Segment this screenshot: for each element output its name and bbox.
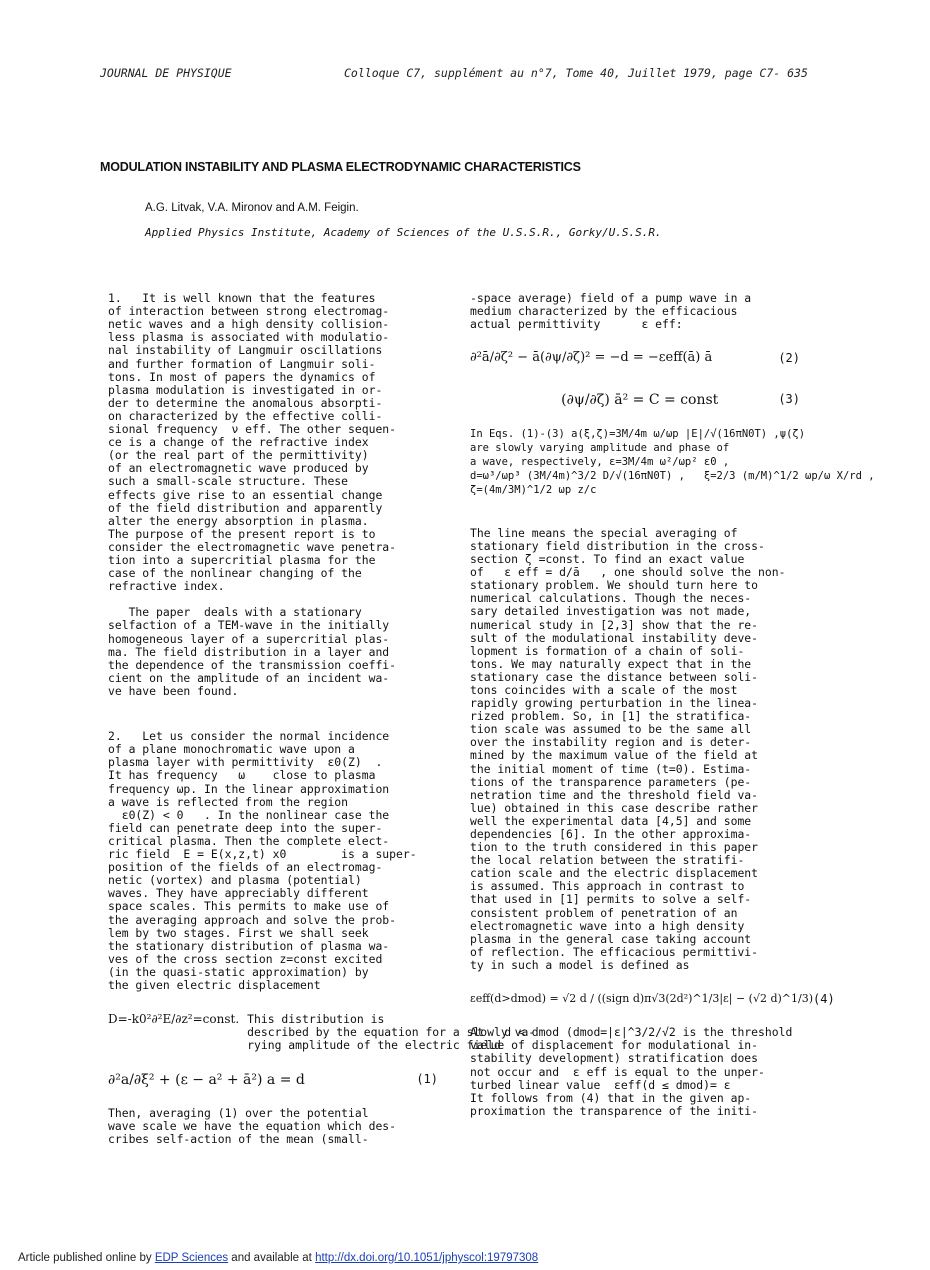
paragraph-paper-scope: The paper deals with a stationary selfaction of a TEM-wave in the initially homogeneous layer of a supercritial plas- ma. The field distribution in a layer and the dependence of the transmission coeffi- cient on the amplitude of an incident wa- ve have been found. bbox=[108, 605, 397, 698]
paper-affiliation: Applied Physics Institute, Academy of Sciences of the U.S.S.R., Gorky/U.S.S.R. bbox=[145, 226, 662, 239]
equation-3-body: (∂ψ/∂ζ) ā² = C = const bbox=[561, 391, 719, 408]
footer-prefix: Article published online by bbox=[18, 1252, 155, 1264]
journal-name: JOURNAL DE PHYSIQUE bbox=[100, 66, 232, 80]
equation-2 bbox=[470, 348, 800, 368]
publication-footer bbox=[18, 1252, 538, 1264]
paragraph-pump-wave: -space average) field of a pump wave in a medium characterized by the efficacious actual permittivity ε eff: bbox=[470, 291, 752, 332]
equation-1-number: (1) bbox=[416, 1071, 438, 1086]
paragraph-definitions: In Eqs. (1)-(3) a(ξ,ζ)=3M/4m ω/ωp |E|/√(16πN0T) ,ψ(ζ) are slowly varying amplitude and phase of a wave, respectively, ε=3M/4m ω²/ωp² ε0 , d=ω³/ωp³ (3M/4m)^3/2 D/√(16πN0T) , ξ=2/3 (m/M)^1/2 ωp/ω X/rd , ζ=(4m/3M)^1/2 ωp z/c bbox=[470, 427, 875, 496]
equation-1 bbox=[108, 1070, 438, 1090]
publisher-link[interactable]: EDP Sciences bbox=[154, 1252, 229, 1264]
equation-2-number: (2) bbox=[778, 350, 800, 365]
equation-1-body: ∂²a/∂ξ² + (ε − a² + ā²) a = d bbox=[108, 1071, 305, 1088]
equation-4-body: εeff(d>dmod) = √2 d / ((sign d)π√3(2d²)^1/3|ε| − (√2 d)^1/3) bbox=[470, 992, 814, 1006]
paragraph-displacement-desc: This distribution is described by the equation for a slowly va- rying amplitude of the electric field bbox=[247, 1012, 536, 1053]
colloque-reference: Colloque C7, supplément au n°7, Tome 40, Juillet 1979, page C7- 635 bbox=[344, 66, 808, 80]
equation-4-number: (4) bbox=[813, 991, 835, 1006]
doi-link[interactable]: http://dx.doi.org/10.1051/jphyscol:19797308 bbox=[315, 1252, 539, 1264]
right-column bbox=[470, 279, 875, 1131]
equation-4 bbox=[470, 989, 835, 1009]
footer-middle: and available at bbox=[228, 1252, 316, 1264]
paragraph-intro: 1. It is well known that the features of interaction between strong electromag- netic waves and a high density collision- less plasma is associated with modulatio- nal instability of Langmuir oscillations and further formation of Langmuir soli- tons. In most of papers the dynamics of plasma modulation is investigated in or- der to determine the anomalous absorpti- on characterized by the effective colli- sional frequency ν eff. The other sequen- ce is a change of the refractive index (or the real part of the permittivity) of an electromagnetic wave produced by such a small-scale structure. These effects give rise to an essential change of the field distribution and apparently alter the energy absorption in plasma. The purpose of the present report is to consider the electromagnetic wave penetra- tion into a supercritial plasma for the case of the nonlinear changing of the refractive index. bbox=[108, 291, 397, 594]
equation-2-body: ∂²ā/∂ζ² − ā(∂ψ/∂ζ)² = −d = −εeff(ā) ā bbox=[470, 350, 713, 366]
paragraph-averaging-discussion: The line means the special averaging of stationary field distribution in the cross- section ζ =const. To find an exact value of ε eff = d/ā , one should solve the non- stationary problem. We should turn here to numerical calculations. Though the neces- sary detailed investigation was not made, numerical study in [2,3] show that the re- sult of the modulational instability deve- lopment is formation of a chain of soli- tons. We may naturally expect that in the stationary case the distance between soli- tons coincides with a scale of the most rapidly growing perturbation in the linea- rized problem. So, in [1] the stratifica- tion scale was assumed to be the same all over the instability region and is deter- mined by the maximum value of the field at the initial moment of time (t=0). Estima- tions of the transparence parameters (pe- netration time and the threshold field va- lue) obtained in this case describe rather well the experimental data [4,5] and some dependencies [6]. In the other approxima- tion to the truth considered in this paper the local relation between the stratifi- cation scale and the electric displacement is assumed. This approach in contrast to that used in [1] permits to solve a self- consistent problem of penetration of an electromagnetic wave into a high density plasma in the general case taking account of reflection. The efficacious permittivi- ty in such a model is defined as bbox=[470, 525, 786, 972]
paragraph-section-2: 2. Let us consider the normal incidence of a plane monochromatic wave upon a plasma layer with permittivity ε0(Z) . It has frequency ω close to plasma frequency ωp. In the linear approximation a wave is reflected from the region ε0(Z) < 0 . In the nonlinear case the field can penetrate deep into the super- critical plasma. Then the complete elect- ric field E = E(x,z,t) x0 is a super- position of the fields of an electromag- netic (vortex) and plasma (potential) waves. They have appreciably different space scales. This permits to make use of the averaging approach and solve the prob- lem by two stages. First we shall seek the stationary distribution of plasma wa- ves of the cross section z=const excited (in the quasi-static approximation) by the given electric displacement bbox=[108, 729, 417, 992]
left-column bbox=[108, 279, 536, 1159]
equation-3-number: (3) bbox=[778, 392, 800, 407]
displacement-equation: D=-k0²∂²E/∂z²=const. bbox=[108, 1012, 240, 1027]
paragraph-threshold: At d < dmod (dmod=|ε|^3/2/√2 is the threshold value of displacement for modulational in- stability development) stratification does not occur and ε eff is equal to the unper- turbed linear value εeff(d ≤ dmod)= ε It follows from (4) that in the given ap- proximation the transparence of the initi- bbox=[470, 1025, 793, 1118]
equation-3 bbox=[470, 390, 800, 410]
paragraph-averaging: Then, averaging (1) over the potential wave scale we have the equation which des- cribes self-action of the mean (small- bbox=[108, 1105, 397, 1146]
paper-title: MODULATION INSTABILITY AND PLASMA ELECTRODYNAMIC CHARACTERISTICS bbox=[100, 160, 581, 174]
paper-authors: A.G. Litvak, V.A. Mironov and A.M. Feigin. bbox=[145, 202, 359, 214]
